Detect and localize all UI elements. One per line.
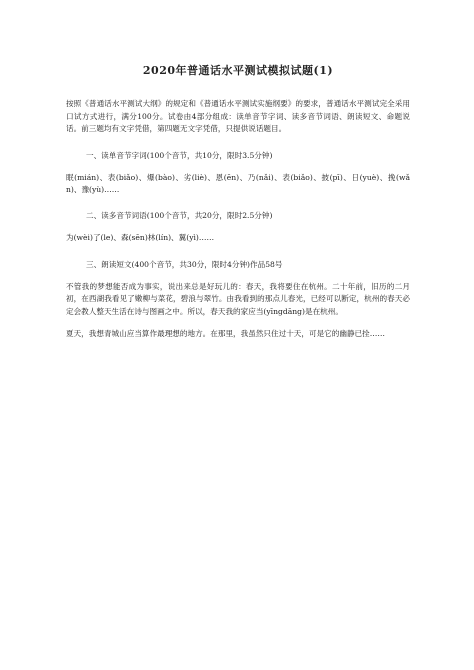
section-2-title: 二、读多音节词语(100个音节，共20分，限时2.5分钟): [86, 211, 273, 221]
section-3-title: 三、朗读短文(400个音节，共30分，限时4分钟)作品58号: [86, 259, 283, 269]
section-3-passage-2: 夏天，我想青城山应当算作最理想的地方。在那里，我虽然只住过十天，可是它的幽静已拴……: [66, 329, 385, 339]
document-title: 2020年普通话水平测试模拟试题(1): [142, 64, 334, 77]
section-2-wordlist: 为(wèi)了(le)、森(sēn)林(lín)、翼(yì)……: [66, 233, 215, 243]
section-1-title: 一、读单音节字词(100个音节，共10分，限时3.5分钟): [86, 150, 273, 160]
section-3-passage-1: 不管我的梦想能否成为事实，说出来总是好玩儿的：春天，我将要住在杭州。二十年前，旧历的二月初，在西湖我看见了嫩柳与菜花，碧浪与翠竹。由我看到的那点儿春光，已经可以断定，杭州的春天必定会教人整天生活在诗与图画之中。所以，春天我的家应当(yīngdāng)是在杭州。: [66, 281, 410, 316]
intro-paragraph: 按照《普通话水平测试大纲》的规定和《普通话水平测试实施纲要》的要求，普通话水平测试完全采用口试方式进行，满分100分。试卷由4部分组成：读单音节字词、读多音节词语、朗读短文、命题说话。前三题均有文字凭借，第四题无文字凭借，只提供说话题目。: [66, 99, 410, 133]
section-1-wordlist: 眠(mián)、表(biǎo)、爆(bào)、劣(liè)、恩(ēn)、乃(nǎi)、表(biǎo)、披(pī)、日(yuè)、挽(wǎn)、豫(yù)……: [66, 172, 410, 194]
